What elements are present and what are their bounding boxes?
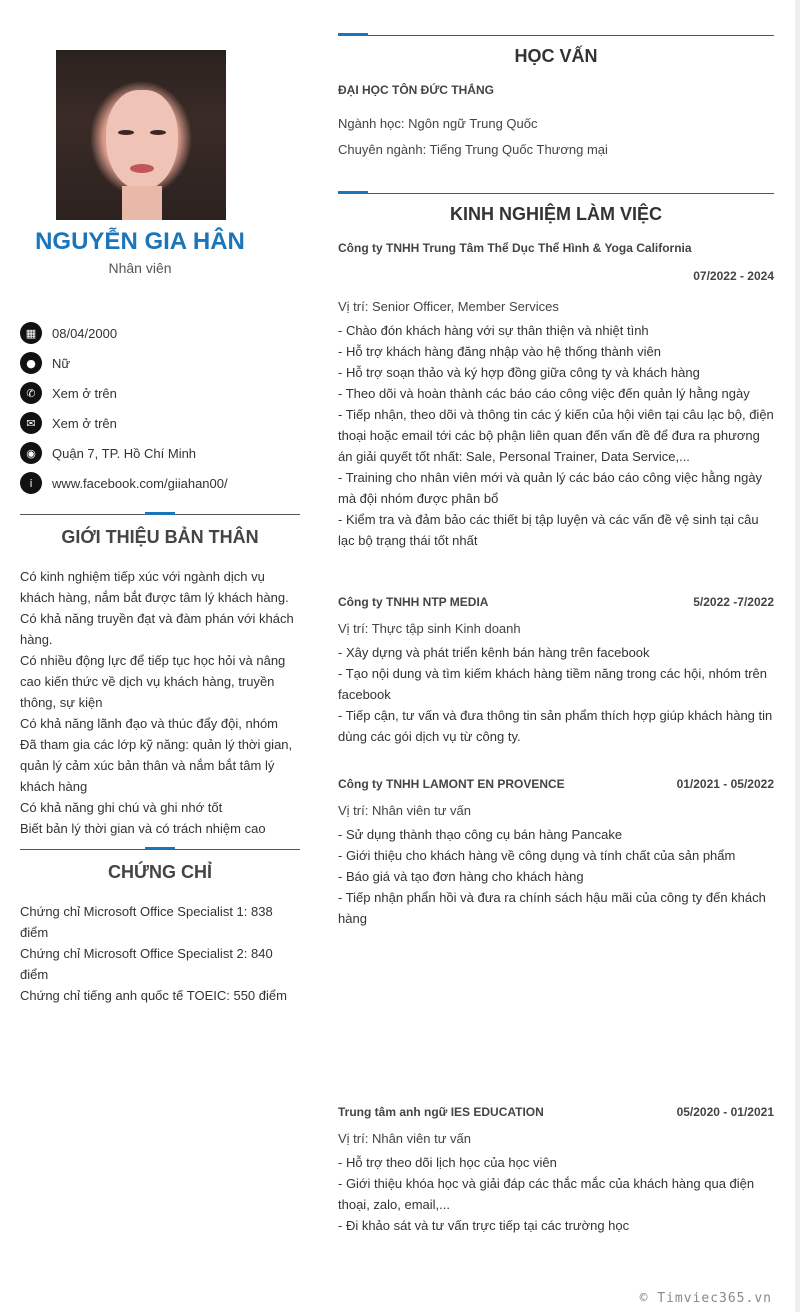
job-duty: - Hỗ trợ khách hàng đăng nhập vào hệ thống thành viên xyxy=(338,344,661,359)
certificates-divider xyxy=(20,849,300,850)
about-body xyxy=(20,566,300,839)
job-duty: - Báo giá và tạo đơn hàng cho khách hàng xyxy=(338,869,584,884)
left-column xyxy=(20,50,300,1006)
job-duty: - Kiểm tra và đảm bảo các thiết bị tập luyện và các vấn đề vệ sinh tại câu lạc bộ trạng thái tốt nhất xyxy=(338,512,759,548)
info-phone xyxy=(20,378,300,408)
about-line: Có khả năng lãnh đạo và thúc đẩy đội, nhóm xyxy=(20,716,279,731)
job-position: Vị trí: Senior Officer, Member Services xyxy=(338,299,559,314)
job-duty: - Hỗ trợ soạn thảo và ký hợp đồng giữa công ty và khách hàng xyxy=(338,365,700,380)
gender-text: Nữ xyxy=(52,355,71,371)
experience-title: KINH NGHIỆM LÀM VIỆC xyxy=(449,204,662,224)
job-entry xyxy=(338,595,774,747)
school-name: ĐẠI HỌC TÔN ĐỨC THẮNG xyxy=(338,83,494,97)
phone-icon: ✆ xyxy=(20,382,42,404)
job-header xyxy=(338,595,774,609)
job-entry xyxy=(338,241,774,551)
certificate-item: Chứng chỉ Microsoft Office Specialist 2: 840 điểm xyxy=(20,946,273,982)
job-duty: - Giới thiệu cho khách hàng về công dụng và tính chất của sản phẩm xyxy=(338,848,736,863)
right-column xyxy=(338,35,774,1236)
info-address xyxy=(20,438,300,468)
job-duty: - Tạo nội dung và tìm kiếm khách hàng tiềm năng trong các hội, nhóm trên facebook xyxy=(338,666,767,702)
email-icon: ✉ xyxy=(20,412,42,434)
about-line: Có khả năng ghi chú và ghi nhớ tốt xyxy=(20,800,223,815)
about-title: GIỚI THIỆU BẢN THÂN xyxy=(61,527,259,547)
job-duty: - Theo dõi và hoàn thành các báo cáo công việc đến quản lý hằng ngày xyxy=(338,386,750,401)
candidate-title: Nhân viên xyxy=(108,260,172,276)
job-period: 01/2021 - 05/2022 xyxy=(676,777,774,791)
about-line: Có nhiều động lực để tiếp tục học hỏi và nâng cao kiến thức về dịch vụ khách hàng, truyền thông, sự kiện xyxy=(20,653,286,710)
job-duties xyxy=(338,320,774,551)
job-duty: - Chào đón khách hàng với sự thân thiện và nhiệt tình xyxy=(338,323,649,338)
page-edge xyxy=(795,0,800,1312)
job-period: 07/2022 - 2024 xyxy=(693,269,774,283)
job-duty: - Sử dụng thành thạo công cụ bán hàng Pancake xyxy=(338,827,623,842)
info-email xyxy=(20,408,300,438)
job-duty: - Đi khảo sát và tư vấn trực tiếp tại các trường học xyxy=(338,1218,630,1233)
job-company: Công ty TNHH LAMONT EN PROVENCE xyxy=(338,777,565,791)
info-gender xyxy=(20,348,300,378)
job-position: Vị trí: Nhân viên tư vấn xyxy=(338,1131,471,1146)
avatar xyxy=(56,50,226,220)
about-divider xyxy=(20,514,300,515)
experience-divider xyxy=(338,193,774,194)
about-line: Biết bản lý thời gian và có trách nhiệm cao xyxy=(20,821,266,836)
job-period: 05/2020 - 01/2021 xyxy=(676,1105,774,1119)
info-website xyxy=(20,468,300,498)
job-header xyxy=(338,777,774,791)
job-entry xyxy=(338,777,774,929)
education-divider xyxy=(338,35,774,36)
location-icon: ◉ xyxy=(20,442,42,464)
certificate-item: Chứng chỉ Microsoft Office Specialist 1: 838 điểm xyxy=(20,904,273,940)
education-specialization: Chuyên ngành: Tiếng Trung Quốc Thương mại xyxy=(338,142,608,157)
job-duty: - Giới thiệu khóa học và giải đáp các thắc mắc của khách hàng qua điện thoại, zalo, email,... xyxy=(338,1176,755,1212)
job-duties xyxy=(338,1152,774,1236)
info-birthday xyxy=(20,318,300,348)
job-duty: - Tiếp cận, tư vấn và đưa thông tin sản phẩm thích hợp giúp khách hàng tin dùng các gói dịch vụ từ công ty. xyxy=(338,708,773,744)
watermark-footer: © Timviec365.vn xyxy=(639,1291,772,1306)
job-duty: - Training cho nhân viên mới và quản lý các báo cáo công việc hằng ngày mà đội nhóm được phân bổ xyxy=(338,470,763,506)
certificate-item: Chứng chỉ tiếng anh quốc tế TOEIC: 550 điểm xyxy=(20,988,287,1003)
certificates-title: CHỨNG CHỈ xyxy=(108,862,212,882)
job-company: Công ty TNHH Trung Tâm Thể Dục Thể Hình & Yoga California xyxy=(338,241,692,255)
job-duty: - Tiếp nhận phẩn hồi và đưa ra chính sách hậu mãi của công ty đến khách hàng xyxy=(338,890,766,926)
about-line: Đã tham gia các lớp kỹ năng: quản lý thời gian, quản lý cảm xúc bản thân và nắm bắt tâm lý khách hàng xyxy=(20,737,293,794)
job-duty: - Hỗ trợ theo dõi lịch học của học viên xyxy=(338,1155,557,1170)
birthday-text: 08/04/2000 xyxy=(52,325,118,341)
job-position: Vị trí: Nhân viên tư vấn xyxy=(338,803,471,818)
job-company: Trung tâm anh ngữ IES EDUCATION xyxy=(338,1105,544,1119)
job-duties xyxy=(338,642,774,747)
gender-icon: ● xyxy=(20,352,42,374)
education-major: Ngành học: Ngôn ngữ Trung Quốc xyxy=(338,116,538,131)
job-entry xyxy=(338,1105,774,1236)
phone-text[interactable]: Xem ở trên xyxy=(52,385,117,401)
job-position: Vị trí: Thực tập sinh Kinh doanh xyxy=(338,621,521,636)
info-icon: i xyxy=(20,472,42,494)
job-period: 5/2022 -7/2022 xyxy=(693,595,774,609)
job-company: Công ty TNHH NTP MEDIA xyxy=(338,595,489,609)
website-link[interactable]: www.facebook.com/giiahan00/ xyxy=(52,475,228,491)
certificates-body xyxy=(20,901,300,1006)
education-title: HỌC VẤN xyxy=(514,46,598,66)
contact-info xyxy=(20,318,300,498)
job-duties xyxy=(338,824,774,929)
about-line: Có kinh nghiệm tiếp xúc với ngành dịch vụ khách hàng, nắm bắt được tâm lý khách hàng. xyxy=(20,569,289,605)
job-header xyxy=(338,241,774,283)
address-text: Quận 7, TP. Hồ Chí Minh xyxy=(52,445,197,461)
candidate-name: NGUYỄN GIA HÂN xyxy=(35,228,245,255)
job-duty: - Xây dựng và phát triển kênh bán hàng trên facebook xyxy=(338,645,650,660)
about-line: Có khả năng truyền đạt và đàm phán với khách hàng. xyxy=(20,611,294,647)
job-duty: - Tiếp nhận, theo dõi và thông tin các ý kiến của hội viên tại câu lạc bộ, điện thoại hoặc email tới các bộ phận liên quan đến vấn đề để đưa ra phương án giải quyết tốt nhất: Sale, Personal Trainer, Data Service,... xyxy=(338,407,774,464)
email-text[interactable]: Xem ở trên xyxy=(52,415,117,431)
calendar-icon: ▦ xyxy=(20,322,42,344)
job-header xyxy=(338,1105,774,1119)
